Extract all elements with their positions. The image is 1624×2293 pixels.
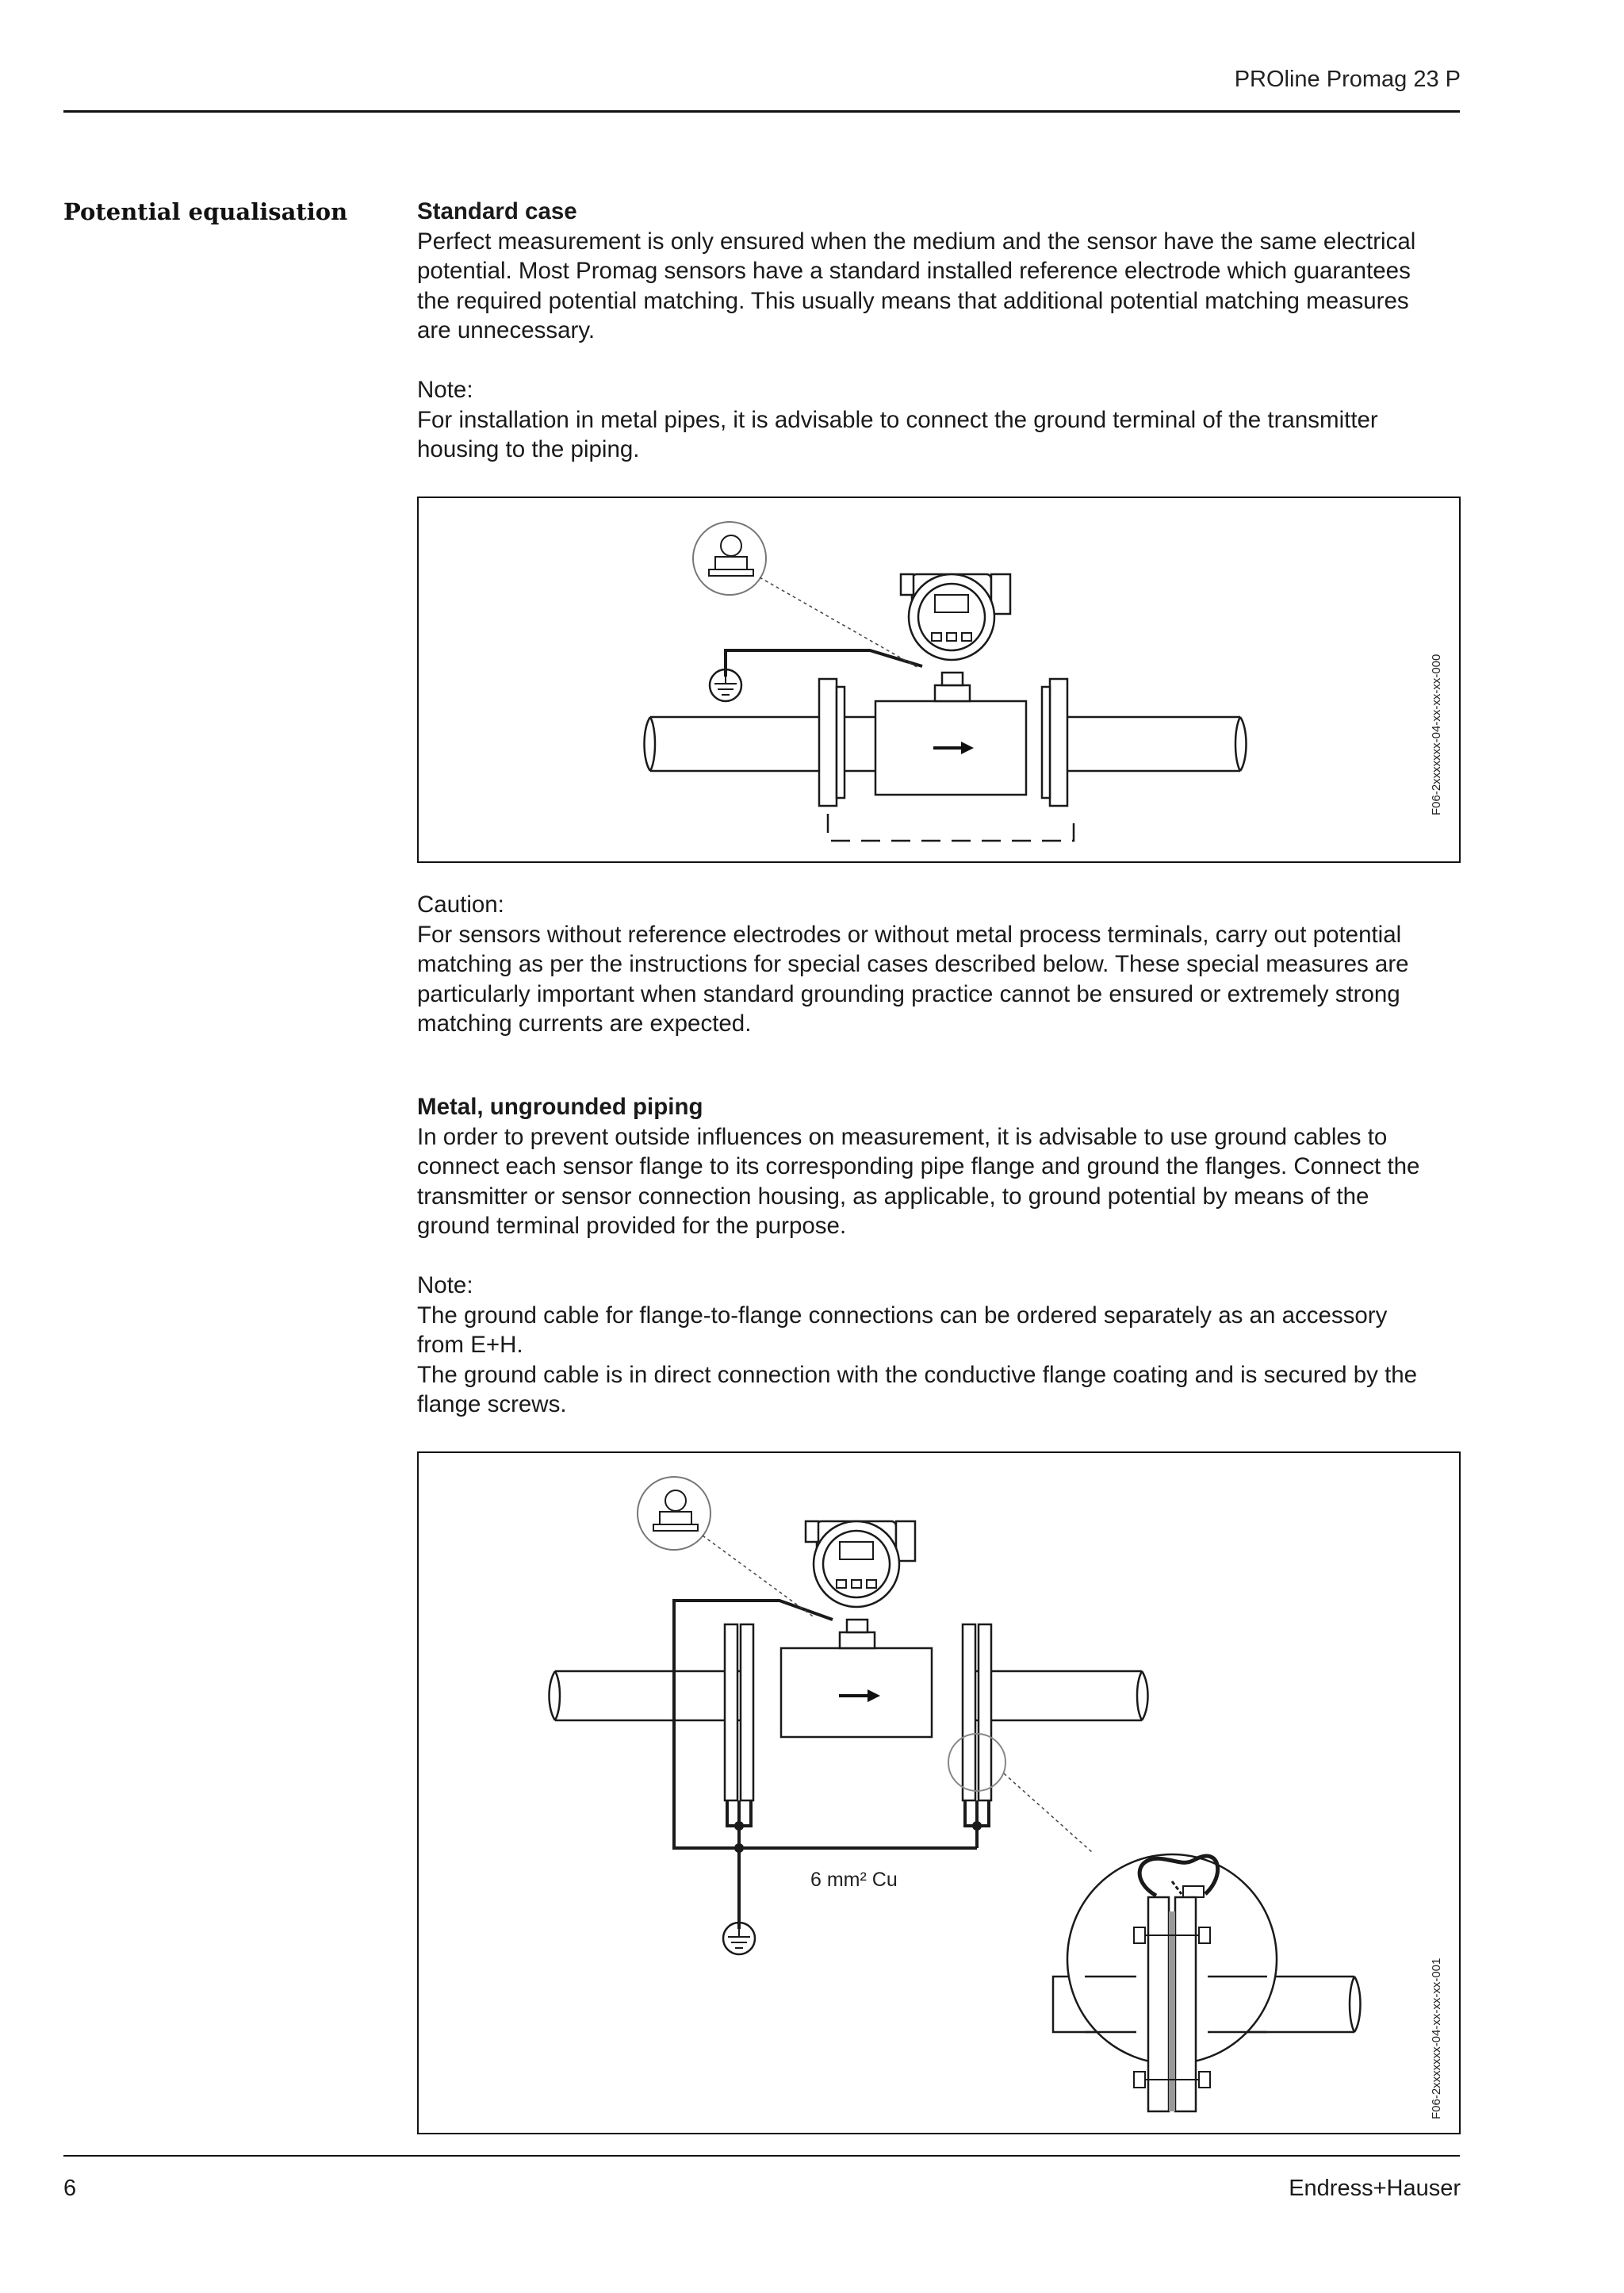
paragraph-line: matching as per the instructions for special cases described below. These special measures are bbox=[417, 951, 1409, 977]
paragraph-line: In order to prevent outside influences on measurement, it is advisable to use ground cables to bbox=[417, 1123, 1388, 1150]
paragraph-line: Perfect measurement is only ensured when the medium and the sensor have the same electrical bbox=[417, 228, 1416, 255]
figure-flange-grounding bbox=[417, 1451, 1461, 2134]
paragraph-line: from E+H. bbox=[417, 1332, 523, 1358]
note-label: Note: bbox=[417, 1272, 473, 1298]
footer-divider bbox=[63, 2155, 1460, 2157]
figure-1-code: F06-2xxxxxxx-04-xx-xx-xx-000 bbox=[1430, 654, 1443, 815]
paragraph-line: the required potential matching. This usually means that additional potential matching measures bbox=[417, 287, 1409, 314]
page-number: 6 bbox=[63, 2176, 77, 2201]
figure-2-drawing bbox=[419, 1453, 1459, 2133]
caution-label: Caution: bbox=[417, 892, 504, 918]
paragraph-line: matching currents are expected. bbox=[417, 1010, 752, 1037]
paragraph-line: The ground cable is in direct connection with the conductive flange coating and is secured by the bbox=[417, 1361, 1418, 1388]
paragraph-line: housing to the piping. bbox=[417, 436, 640, 462]
paragraph-line: flange screws. bbox=[417, 1391, 567, 1417]
paragraph-line: For sensors without reference electrodes or without metal process terminals, carry out potential bbox=[417, 921, 1402, 948]
cable-spec-label: 6 mm² Cu bbox=[810, 1869, 898, 1891]
standard-case-heading: Standard case bbox=[417, 198, 577, 224]
metal-piping-heading: Metal, ungrounded piping bbox=[417, 1094, 703, 1120]
paragraph-line: For installation in metal pipes, it is advisable to connect the ground terminal of the transmitter bbox=[417, 406, 1378, 433]
note-label: Note: bbox=[417, 377, 473, 403]
figure-1-drawing bbox=[419, 498, 1459, 861]
section-label: Potential equalisation bbox=[63, 198, 348, 225]
caution-block bbox=[417, 890, 1461, 1039]
paragraph-line: are unnecessary. bbox=[417, 317, 596, 343]
paragraph-line: particularly important when standard grounding practice cannot be ensured or extremely strong bbox=[417, 980, 1400, 1007]
paragraph-line: transmitter or sensor connection housing, as applicable, to ground potential by means of the bbox=[417, 1183, 1369, 1210]
figure-standard-grounding bbox=[417, 497, 1461, 863]
paragraph-line: potential. Most Promag sensors have a standard installed reference electrode which guarantees bbox=[417, 258, 1411, 284]
paragraph-line: The ground cable for flange-to-flange connections can be ordered separately as an accessory bbox=[417, 1302, 1388, 1329]
standard-case-block bbox=[417, 197, 1461, 465]
figure-2-code: F06-2xxxxxxx-04-xx-xx-xx-001 bbox=[1430, 1957, 1443, 2119]
running-header: PROline Promag 23 P bbox=[1234, 67, 1461, 92]
paragraph-line: ground terminal provided for the purpose. bbox=[417, 1213, 847, 1239]
paragraph-line: connect each sensor flange to its corresponding pipe flange and ground the flanges. Connect the bbox=[417, 1153, 1420, 1179]
header-divider bbox=[63, 110, 1460, 113]
brand-name: Endress+Hauser bbox=[1289, 2176, 1461, 2201]
metal-piping-block bbox=[417, 1092, 1461, 1420]
